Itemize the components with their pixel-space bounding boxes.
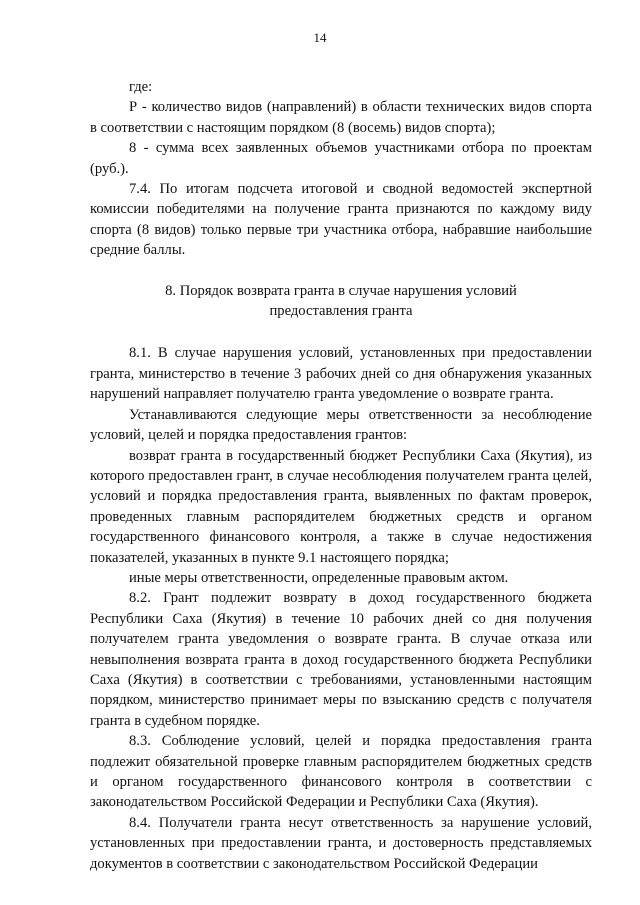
paragraph-measures-intro: Устанавливаются следующие меры ответственности за несоблюдение условий, целей и порядка предоставления грантов: xyxy=(90,406,592,444)
page-number: 14 xyxy=(313,30,327,45)
paragraph-grant-return: возврат гранта в государственный бюджет Республики Саха (Якутия), из которого предоставлен грант, в случае несоблюдения получателем гранта целей, условий и порядка предоставления гранта, выявленных по фактам проверок, проведенных главным распорядителем бюджетных средств и органом государственного финансового контроля, а также в случае недостижения показателей, указанных в пункте 9.1 настоящего порядка; xyxy=(90,447,592,566)
paragraph-8-3: 8.3. Соблюдение условий, целей и порядка предоставления гранта подлежит обязательной проверке главным распорядителем бюджетных средств и органом государственного финансового контроля в соответствии с законодательством Российской Федерации и Республики Саха (Якутия). xyxy=(90,733,592,811)
paragraph-8-2: 8.2. Грант подлежит возврату в доход государственного бюджета Республики Саха (Якутия) в течение 10 рабочих дней со дня получения получателем гранта уведомления о возврате гранта. В случае отказа или невыполнения возврата гранта в доход государственного бюджета Республики Саха (Якутия) в соответствии с требованиями, установленными настоящим порядком, министерство принимает меры по взысканию средств с получателя гранта в судебном порядке. xyxy=(90,590,592,729)
document-body xyxy=(90,77,592,874)
paragraph-8-definition: 8 - сумма всех заявленных объемов участниками отбора по проектам (руб.). xyxy=(90,140,592,177)
paragraph-other-measures: иные меры ответственности, определенные правовым актом. xyxy=(129,569,509,586)
paragraph-8-4: 8.4. Получатели гранта несут ответственность за нарушение условий, установленных при предоставлении гранта, и достоверность представляемых документов в соответствии с законодательством Российской Федерации xyxy=(90,814,592,872)
section-8-heading-line2: предоставления гранта xyxy=(269,303,413,320)
paragraph-p-definition: Р - количество видов (направлений) в области технических видов спорта в соответствии с настоящим порядком (8 (восемь) видов спорта); xyxy=(90,99,592,136)
section-8-heading xyxy=(90,281,592,322)
paragraph-8-1: 8.1. В случае нарушения условий, установленных при предоставлении гранта, министерство в течение 3 рабочих дней со дня обнаружения указанных нарушений направляет получателю гранта уведомление о возврате гранта. xyxy=(90,345,592,403)
paragraph-where: где: xyxy=(129,79,153,95)
paragraph-7-4: 7.4. По итогам подсчета итоговой и сводной ведомостей экспертной комиссии победителями на получение гранта признаются по каждому виду спорта (8 видов) только первые три участника отбора, набравшие наибольшие средние баллы. xyxy=(90,181,592,259)
section-8-heading-line1: 8. Порядок возврата гранта в случае нарушения условий xyxy=(165,282,517,299)
